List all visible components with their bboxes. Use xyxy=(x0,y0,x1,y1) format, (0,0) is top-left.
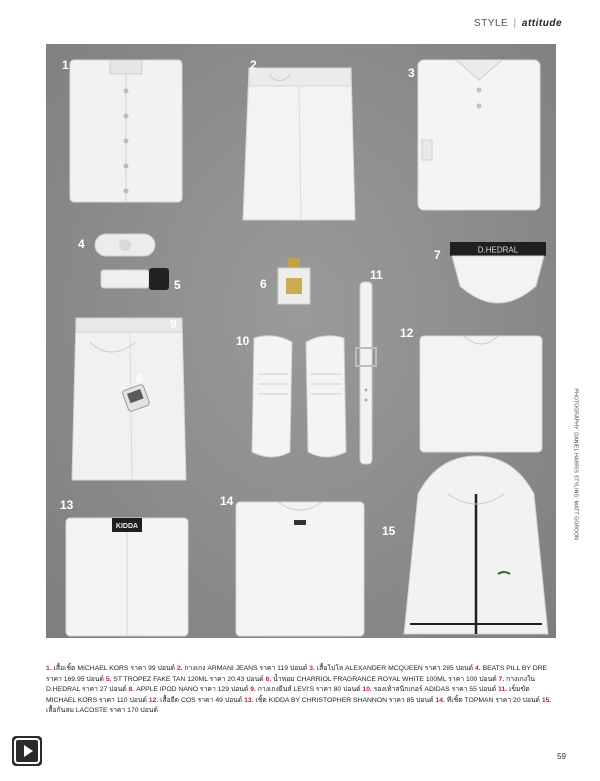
play-button[interactable] xyxy=(12,736,42,766)
caption-number: 9. xyxy=(250,686,256,693)
subsection-name: attitude xyxy=(521,18,562,29)
caption-number: 7. xyxy=(498,675,505,683)
caption-text: เสื้อโปโล ALEXANDER MCQUEEN ราคา 285 ปอนด์ xyxy=(314,665,476,672)
caption-text: เชิ้ต KIDDA BY CHRISTOPHER SHANNON ราคา 85 ปอนด์ xyxy=(253,696,436,704)
flatlay-photo xyxy=(46,44,556,638)
caption-number: 15. xyxy=(541,696,552,704)
label-8: 8 xyxy=(136,372,143,386)
item-11-belt xyxy=(352,280,380,471)
caption-text: เสื้อเชิ้ต MICHAEL KORS ราคา 99 ปอนด์ xyxy=(51,665,177,672)
header-separator: | xyxy=(513,18,517,29)
label-5: 5 xyxy=(174,278,181,292)
label-15: 15 xyxy=(382,524,396,538)
caption-text: APPLE IPOD NANO ราคา 129 ปอนด์ xyxy=(134,686,251,693)
label-3: 3 xyxy=(408,66,415,80)
caption-number: 5. xyxy=(105,675,112,683)
section-name: STYLE xyxy=(474,18,509,29)
caption-text: รองเท้าสนีกเกอร์ ADIDAS ราคา 55 ปอนด์ xyxy=(371,686,499,693)
label-6: 6 xyxy=(260,277,267,291)
shirt-tag-text: KIDDA xyxy=(115,523,139,530)
caption-text: เข็มขัด MICHAEL KORS ราคา 110 ปอนด์ xyxy=(46,686,530,704)
label-2: 2 xyxy=(250,58,257,72)
caption-text: ST TROPEZ FAKE TAN 120ML ราคา 20.43 ปอนด์ xyxy=(111,675,266,683)
label-14: 14 xyxy=(220,494,234,508)
underwear-brand-text: D.HEDRAL xyxy=(477,245,519,255)
caption-number: 8. xyxy=(128,686,135,693)
caption-text: กางเกงใน D.HEDRAL ราคา 27 ปอนด์ xyxy=(46,675,536,693)
item-1-shirt xyxy=(68,56,184,209)
photo-credit: PHOTOGRAPHY: DANIEL HARRIS STYLING: MATT GORDON xyxy=(572,388,578,540)
caption-number: 1. xyxy=(46,665,52,672)
label-7: 7 xyxy=(434,248,441,262)
label-10: 10 xyxy=(236,334,250,348)
caption-text: น้ำหอม CHARRIOL FRAGRANCE ROYAL WHITE 100ML ราคา 100 ปอนด์ xyxy=(271,675,499,683)
caption-number: 4. xyxy=(475,665,481,672)
section-header xyxy=(474,18,562,29)
item-5-spray-bottle xyxy=(100,266,170,297)
caption-text: BEATS PILL BY DRE ราคา 169.95 ปอนด์ xyxy=(46,665,548,683)
caption-number: 13. xyxy=(244,696,254,704)
item-14-tee xyxy=(234,500,366,638)
caption-number: 12. xyxy=(148,696,159,704)
item-4-speaker xyxy=(94,232,156,263)
item-10-sneakers xyxy=(244,334,354,469)
caption-text: กางเกง ARMANI JEANS ราคา 119 ปอนด์ xyxy=(182,665,310,672)
item-6-perfume xyxy=(276,256,312,311)
caption-number: 6. xyxy=(265,675,272,683)
caption-text: เสื้อยืด COS ราคา 49 ปอนด์ xyxy=(158,696,245,704)
item-13-shirt xyxy=(64,514,190,638)
caption-number: 10. xyxy=(362,686,372,693)
caption-text: ทีเชิ้ต TOPMAN ราคา 20 ปอนด์ xyxy=(444,696,542,704)
item-2-trousers xyxy=(239,64,359,229)
label-9: 9 xyxy=(170,317,177,331)
caption-number: 2. xyxy=(176,665,183,672)
caption-number: 11. xyxy=(498,686,508,693)
caption-text: กางเกงยีนส์ LEVI'S ราคา 80 ปอนด์ xyxy=(255,686,363,693)
product-caption xyxy=(46,664,556,717)
label-13: 13 xyxy=(60,498,74,512)
caption-number: 3. xyxy=(309,665,315,672)
play-icon xyxy=(12,736,42,766)
label-11: 11 xyxy=(370,268,383,282)
item-15-jacket xyxy=(398,454,554,638)
item-12-tee xyxy=(418,334,544,459)
caption-text: เสื้อกันลม LACOSTE ราคา 170 ปอนด์ xyxy=(46,707,158,714)
item-3-polo xyxy=(416,54,542,217)
label-4: 4 xyxy=(78,237,85,251)
item-7-underwear xyxy=(448,240,548,327)
label-12: 12 xyxy=(400,326,414,340)
page-number: 59 xyxy=(557,752,566,761)
caption-number: 14. xyxy=(435,696,445,704)
label-1: 1 xyxy=(62,58,69,72)
item-8-ipod xyxy=(122,384,150,417)
